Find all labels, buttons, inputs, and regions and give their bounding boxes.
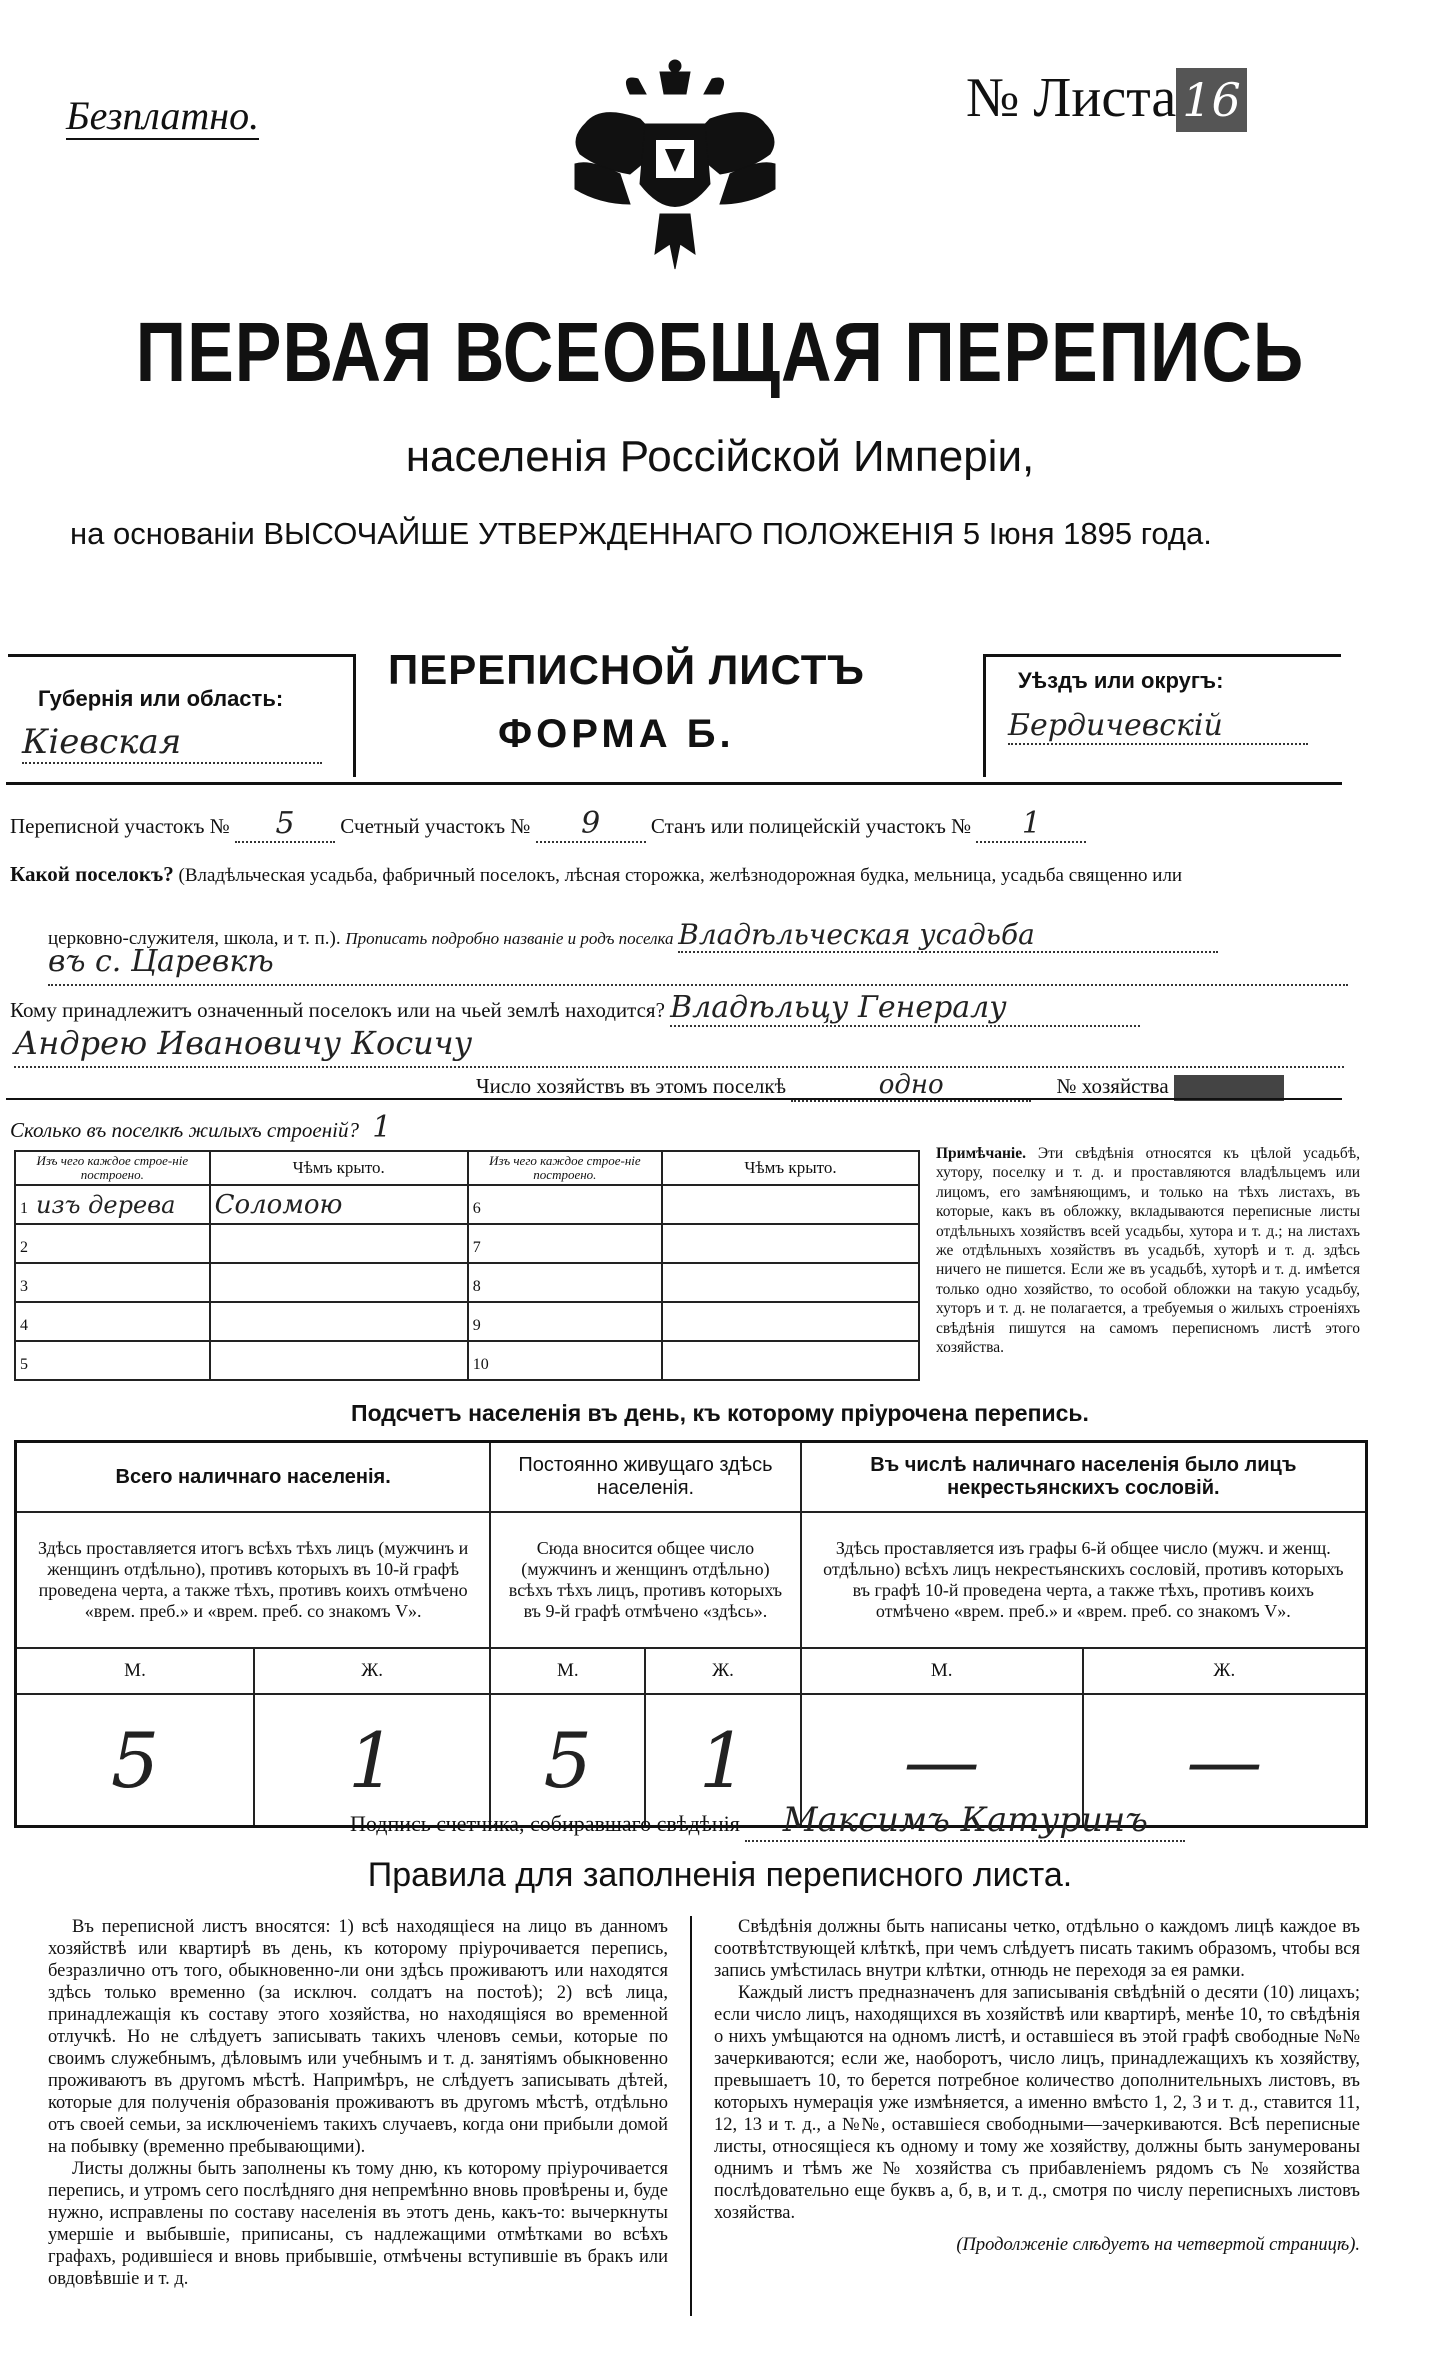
total-f-value: 1 xyxy=(254,1694,490,1827)
census-section-label: Переписной участокъ № xyxy=(10,814,230,838)
row-number: 3 xyxy=(20,1277,28,1295)
settlement-line xyxy=(10,862,1390,887)
nonpeasant-m-value: — xyxy=(801,1694,1083,1827)
buildings-table-header xyxy=(15,1151,919,1185)
col-total-title: Всего наличнаго населенія. xyxy=(16,1442,491,1513)
census-section-value: 5 xyxy=(235,806,335,843)
material-cell xyxy=(468,1185,662,1224)
note-title: Примѣчаніе. xyxy=(936,1145,1026,1162)
buildings-value: 1 xyxy=(372,1110,392,1145)
roof-cell xyxy=(210,1302,468,1341)
row-number: 6 xyxy=(472,1199,481,1217)
rules-right-p1: Свѣдѣнія должны быть написаны четко, отдѣльно о каждомъ лицѣ каждое въ соотвѣтствующей клѣткѣ, при чемъ слѣдуетъ писать такимъ образомъ, чтобы вся запись умѣстилась внутри клѣтки, отнюдь не переходя за ея рамки. xyxy=(714,1917,1360,1981)
table-row xyxy=(15,1224,919,1263)
buildings-table xyxy=(14,1150,920,1381)
col-roof-2: Чѣмъ крыто. xyxy=(662,1151,919,1185)
material-cell xyxy=(15,1341,210,1380)
total-m-value: 5 xyxy=(16,1694,255,1827)
permanent-f-label: Ж. xyxy=(645,1648,800,1694)
table-row xyxy=(15,1341,919,1380)
material-cell xyxy=(468,1224,662,1263)
rules-continued: (Продолженіе слѣдуетъ на четвертой страницѣ). xyxy=(956,2235,1360,2255)
rules-title: Правила для заполненія переписного листа. xyxy=(367,1856,1073,1894)
settlement-label: Какой поселокъ? xyxy=(10,862,174,886)
sheet-number xyxy=(966,66,1247,132)
roof-cell xyxy=(210,1341,468,1380)
imperial-eagle-icon xyxy=(560,54,790,274)
row-number: 4 xyxy=(20,1316,28,1334)
stan-label: Станъ или полицейскій участокъ № xyxy=(650,814,972,838)
note-text: Эти свѣдѣнія относятся къ цѣлой усадьбѣ, хутору, поселку и т. д. и проставляются владѣльцемъ или лицомъ, его замѣняющимъ, и только на тѣхъ листахъ, въ которые, какъ въ обложку, вкладываются переписные листы отдѣльныхъ хозяйствъ всей усадьбы, хутора и т. д.; на листахъ же отдѣльныхъ хозяйствъ въ усадьбѣ, хуторѣ и т. д. здѣсь ничего не пишется. Если же въ усадьбѣ, хуторѣ и т. д. имѣется только одно хозяйство, то особой обложки на такую усадьбу, хуторъ и т. д. не полагается, а требуемыя о жилыхъ строеніяхъ свѣдѣнія пишутся на самомъ переписномъ листѣ этого хозяйства. xyxy=(936,1145,1361,1357)
table-row xyxy=(15,1302,919,1341)
row-number: 2 xyxy=(20,1238,28,1256)
row-number: 5 xyxy=(20,1355,28,1373)
col-roof: Чѣмъ крыто. xyxy=(210,1151,468,1185)
nonpeasant-m-label: М. xyxy=(801,1648,1083,1694)
roof-cell xyxy=(662,1263,919,1302)
material-cell xyxy=(468,1263,662,1302)
signature-line xyxy=(350,1800,1185,1842)
table-row xyxy=(15,1263,919,1302)
material-value: изъ дерева xyxy=(36,1190,176,1219)
nonpeasant-f-label: Ж. xyxy=(1083,1648,1367,1694)
note-block xyxy=(936,1144,1360,1357)
material-cell xyxy=(15,1224,210,1263)
signature-value: Максимъ Катуринъ xyxy=(745,1800,1185,1842)
roof-cell: Соломою xyxy=(210,1185,468,1224)
nonpeasant-f-value: — xyxy=(1083,1694,1367,1827)
rules-left-column xyxy=(48,1916,668,2290)
buildings-line xyxy=(10,1110,391,1145)
total-m-label: М. xyxy=(16,1648,255,1694)
households-label: Число хозяйствъ въ этомъ поселкѣ xyxy=(476,1074,786,1098)
permanent-m-value: 5 xyxy=(490,1694,645,1827)
roof-cell xyxy=(662,1224,919,1263)
material-cell xyxy=(15,1302,210,1341)
free-label: Безплатно. xyxy=(66,93,260,138)
col-nonpeasant-desc: Здѣсь проставляется изъ графы 6-й общее число (мужч. и женщ. отдѣльно) всѣхъ лицъ некрестьянскихъ сословій, противъ которыхъ въ графѣ 10-й проведена черта, а также тѣхъ, противъ коихъ отмѣчено «врем. преб.» и «врем. преб. со знакомъ V». xyxy=(801,1512,1367,1648)
form-title: ПЕРЕПИСНОЙ ЛИСТЪ xyxy=(388,646,865,693)
row-number: 7 xyxy=(472,1238,481,1256)
rules-left-p2: Листы должны быть заполнены къ тому дню, къ которому пріурочивается перепись, и утромъ сего послѣдняго дня непремѣнно вновь провѣрены и, буде нужно, исправлены по составу населенія въ этотъ день, какъ-то: вычеркнуты умершіе и выбывшіе, приписаны, съ надлежащими отмѣтками во всѣхъ графахъ, родившіеся и вновь прибывшіе, отмѣчены вступившіе въ бракъ или овдовѣвшіе и т. д. xyxy=(48,2159,668,2289)
col-material-2: Изъ чего каждое строе-ніе построено. xyxy=(468,1151,662,1185)
roof-cell xyxy=(662,1341,919,1380)
counting-section-label: Счетный участокъ № xyxy=(340,814,531,838)
rules-left-p1: Въ переписной листъ вносятся: 1) всѣ находящіеся на лицо въ данномъ хозяйствѣ или квартирѣ въ день, къ которому пріурочивается перепись, безразлично отъ того, обыкновенно-ли они здѣсь проживаютъ или находятся здѣсь только временно (за исключ. солдатъ на постоѣ); 2) всѣ лица, принадлежащія къ составу этого хозяйства, но находящіяся во временной отлучкѣ. Но не слѣдуетъ записывать такихъ членовъ семьи, которые по своимъ служебнымъ, дѣловымъ или учебнымъ и т. д. занятіямъ обыкновенно проживаютъ въ другомъ мѣстѣ. Напримѣръ, не слѣдуетъ записывать дѣтей, которые для полученія образованія проживаютъ въ другомъ мѣстѣ, отдѣльно отъ своей семьи, за исключеніемъ такихъ случаевъ, когда они прибыли домой на побывку (временно пребывающими). xyxy=(48,1917,668,2157)
settlement-value-1: Владѣльческая усадьба xyxy=(678,918,1218,953)
sheet-number-label: № Листа xyxy=(966,67,1177,129)
population-table xyxy=(14,1440,1368,1828)
owner-value-2: Андрею Ивановичу Косичу xyxy=(14,1024,1344,1068)
settlement-value-2: въ с. Царевкѣ xyxy=(48,944,1348,986)
row-number: 8 xyxy=(472,1277,481,1295)
counting-section-value: 9 xyxy=(536,806,646,843)
col-permanent-desc: Сюда вносится общее число (мужчинъ и женщинъ отдѣльно) всѣхъ тѣхъ лицъ, противъ которыхъ въ 9-й графѣ отмѣчено «здѣсь». xyxy=(490,1512,800,1648)
owner-line xyxy=(10,990,1140,1027)
main-title: ПЕРВАЯ ВСЕОБЩАЯ ПЕРЕПИСЬ xyxy=(135,305,1305,399)
settlement-hint-2: церковно-служителя, школа, и т. п.). xyxy=(48,928,341,949)
col-nonpeasant-title: Въ числѣ наличнаго населенія было лицъ некрестьянскихъ сословій. xyxy=(801,1442,1367,1513)
buildings-label: Сколько въ поселкѣ жилыхъ строеній? xyxy=(10,1118,359,1142)
rules-right-p2: Каждый листъ предназначенъ для записыванія свѣдѣній о десяти (10) лицахъ; если число лицъ, находящихся въ хозяйствѣ или квартирѣ, менѣе 10, то свѣдѣнія о нихъ умѣщаются на одномъ листѣ, и оставшіеся въ этой графѣ свободные №№ зачеркиваются; если же, наоборотъ, число лицъ, принадлежащихъ къ хозяйству, превышаетъ 10, то берется потребное количество дополнительныхъ листовъ, въ которыхъ нумерація уже измѣняется, а именно вмѣсто 1, 2, 3 и т. д., ставится 11, 12, 13 и т. д., а №№, оставшіеся свободными—зачеркиваются. Всѣ переписные листы, относящіеся къ одному и тому же хозяйству, должны быть занумерованы однимъ и тѣмъ же № хозяйства съ прибавленіемъ рядомъ съ № хозяйства послѣдовательно еще буквъ а, б, в, и т. д., смотря по числу переписныхъ листовъ хозяйства. xyxy=(714,1983,1360,2223)
gubernia-value: Кіевская xyxy=(22,722,322,764)
owner-label: Кому принадлежитъ означенный поселокъ или на чьей землѣ находится? xyxy=(10,998,665,1022)
col-permanent-title: Постоянно живущаго здѣсь населенія. xyxy=(490,1442,800,1513)
material-cell xyxy=(15,1185,210,1224)
form-name: ФОРМА Б. xyxy=(498,712,735,756)
basis-line: на основаніи ВЫСОЧАЙШЕ УТВЕРЖДЕННАГО ПОЛОЖЕНІЯ 5 Іюня 1895 года. xyxy=(70,516,1212,551)
col-material: Изъ чего каждое строе-ніе построено. xyxy=(15,1151,210,1185)
signature-label: Подпись счетчика, собиравшаго свѣдѣнія xyxy=(350,1811,740,1836)
roof-cell xyxy=(210,1263,468,1302)
table-row xyxy=(15,1185,919,1224)
uezd-value: Бердичевскій xyxy=(1008,708,1308,745)
uezd-label: Уѣздъ или округъ: xyxy=(1018,668,1224,693)
stan-value: 1 xyxy=(976,806,1086,843)
roof-cell xyxy=(662,1302,919,1341)
rules-right-column xyxy=(714,1916,1360,2256)
population-heading: Подсчетъ населенія въ день, къ которому пріурочена перепись. xyxy=(351,1400,1089,1426)
subtitle: населенія Россійской Имперіи, xyxy=(405,432,1035,481)
row-number: 1 xyxy=(20,1199,28,1217)
gubernia-label: Губернія или область: xyxy=(38,686,284,711)
permanent-m-label: М. xyxy=(490,1648,645,1694)
total-f-label: Ж. xyxy=(254,1648,490,1694)
household-no-label: № хозяйства xyxy=(1056,1074,1169,1098)
roof-cell xyxy=(210,1224,468,1263)
material-cell xyxy=(468,1341,662,1380)
owner-value-1: Владѣльцу Генералу xyxy=(670,990,1140,1027)
settlement-hint-italic: Прописать подробно названіе и родъ поселка xyxy=(345,929,674,948)
households-value: одно xyxy=(791,1070,1031,1102)
sheet-number-value: 16 xyxy=(1176,68,1247,132)
settlement-hint: (Владѣльческая усадьба, фабричный поселокъ, лѣсная сторожка, желѣзнодорожная будка, мельница, усадьба священно или xyxy=(178,865,1183,886)
permanent-f-value: 1 xyxy=(645,1694,800,1827)
row-number: 10 xyxy=(472,1355,489,1373)
material-cell xyxy=(15,1263,210,1302)
row-number: 9 xyxy=(472,1316,481,1334)
material-cell xyxy=(468,1302,662,1341)
sections-line xyxy=(10,806,1086,843)
roof-cell xyxy=(662,1185,919,1224)
form-header xyxy=(8,646,1338,782)
col-total-desc: Здѣсь проставляется итогъ всѣхъ тѣхъ лицъ (мужчинъ и женщинъ отдѣльно), противъ которыхъ въ 10-й графѣ проведена черта, а также тѣхъ, противъ коихъ отмѣчено «врем. преб.» и «врем. преб. со знакомъ V». xyxy=(16,1512,491,1648)
